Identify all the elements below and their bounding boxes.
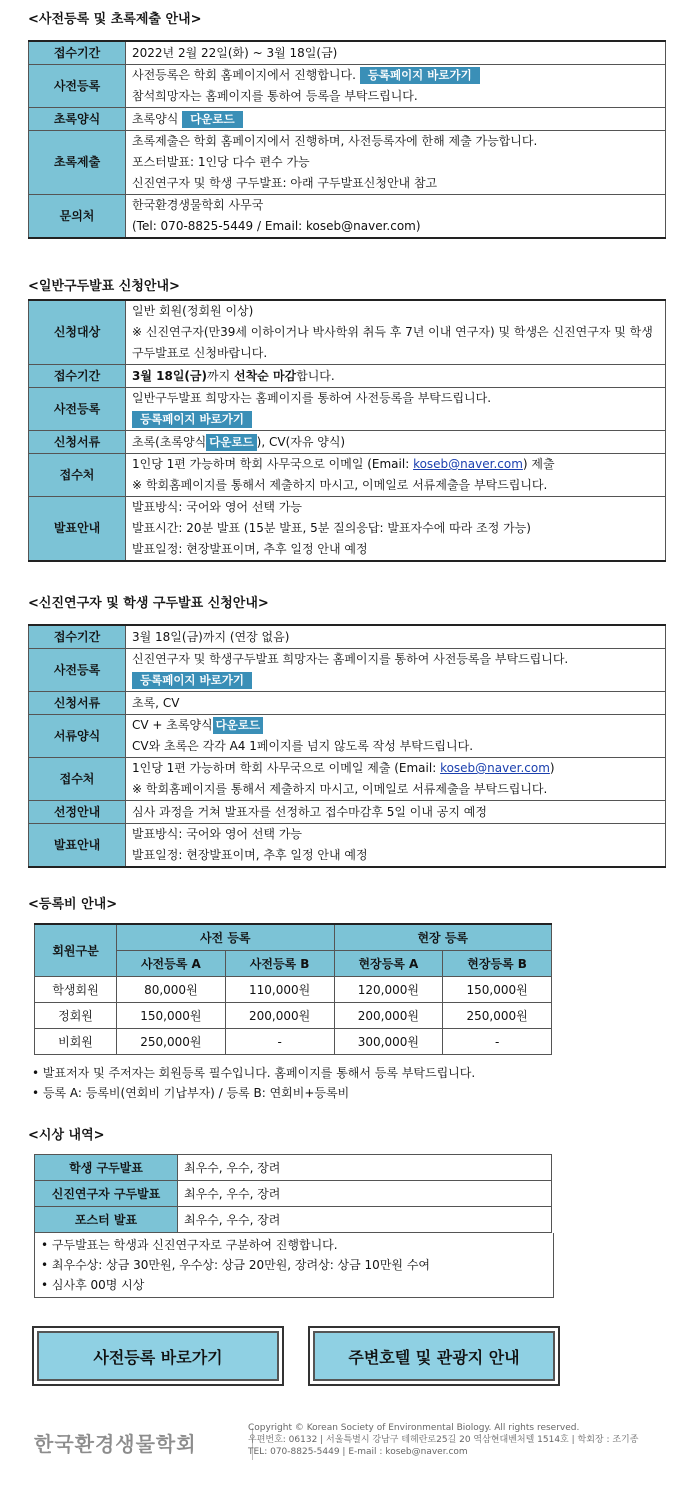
sub-header: 현장등록 B: [443, 951, 552, 977]
section-title: <일반구두발표 신청안내>: [28, 279, 180, 294]
submit-line-2: 포스터발표: 1인당 다수 편수 가능: [132, 155, 310, 169]
section-fee: [28, 895, 666, 1103]
footer-address: 우편번호: 06132 | 서울특별시 강남구 테헤란로25길 20 역삼현대벤처텔 1514호 | 학회장 : 조기종: [248, 1435, 639, 1445]
table-row: [35, 1181, 552, 1207]
recv-post: ): [549, 761, 555, 775]
recv-label: 접수처: [29, 454, 126, 497]
deadline-note: 선착순 마감: [233, 368, 297, 383]
info-table: [28, 624, 666, 868]
prereg-link-button[interactable]: 사전등록 바로가기: [32, 1326, 284, 1386]
prereg-text: 신진연구자 및 학생구두발표 희망자는 홈페이지를 통하여 사전등록을 부탁드립니다.: [132, 652, 569, 666]
pres-label: 발표안내: [29, 497, 126, 562]
target-line-2: ※ 신진연구자(만39세 이하이거나 박사학위 취득 후 7년 이내 연구자) 및 학생은 신진연구자 및 학생 구두발표로 신청바랍니다.: [132, 325, 653, 360]
period-end: 합니다.: [296, 368, 335, 383]
contact-line-1: 한국환경생물학회 사무국: [132, 198, 264, 212]
period-value: 3월 18일(금)까지 (연장 없음): [132, 629, 290, 644]
sub-header: 사전등록 A: [117, 951, 226, 977]
footer: [28, 1420, 668, 1470]
fee-cell: -: [225, 1029, 334, 1055]
prereg-text-2: 참석희망자는 홈페이지를 통하여 등록을 부탁드립니다.: [132, 89, 418, 103]
email-link[interactable]: koseb@naver.com: [413, 457, 523, 471]
fee-cell: 200,000원: [334, 1003, 443, 1029]
section-award: [28, 1126, 666, 1298]
fee-cell: 110,000원: [225, 977, 334, 1003]
pres-line-1: 발표방식: 국어와 영어 선택 가능: [132, 827, 302, 841]
pres-line-3: 발표일정: 현장발표이며, 추후 일정 안내 예정: [132, 542, 368, 556]
download-button[interactable]: 다운로드: [213, 717, 263, 734]
registration-page-button[interactable]: 등록페이지 바로가기: [132, 411, 252, 428]
fee-cell: -: [443, 1029, 552, 1055]
section-title: <등록비 안내>: [28, 897, 118, 912]
contact-label: 문의처: [29, 195, 126, 239]
footer-info: [248, 1422, 638, 1458]
fee-cell: 200,000원: [225, 1003, 334, 1029]
table-row: [35, 1155, 552, 1181]
registration-page-button[interactable]: 등록페이지 바로가기: [360, 67, 480, 84]
recv-pre: 1인당 1편 가능하며 학회 사무국으로 이메일 (Email:: [132, 457, 414, 471]
fee-note-2: • 등록 A: 등록비(연회비 기납부자) / 등록 B: 연회비+등록비: [32, 1086, 350, 1100]
docs-value: 초록, CV: [132, 695, 180, 710]
award-note-2: • 최우수상: 상금 30만원, 우수상: 상금 20만원, 장려상: 상금 10만원 수여: [41, 1258, 430, 1272]
docs-label: 신청서류: [29, 431, 126, 454]
pres-line-2: 발표시간: 20분 발표 (15분 발표, 5분 질의응답: 발표자수에 따라 조정 가능): [132, 521, 531, 535]
table-row: [35, 1207, 552, 1233]
fee-note-1: • 발표저자 및 주저자는 회원등록 필수입니다. 홈페이지를 통해서 등록 부탁드립니다.: [32, 1066, 476, 1080]
period-label: 접수기간: [29, 41, 126, 65]
download-button[interactable]: 다운로드: [206, 434, 256, 451]
award-prizes: 최우수, 우수, 장려: [178, 1155, 552, 1181]
period-label: 접수기간: [29, 365, 126, 388]
recv-line-2: ※ 학회홈페이지를 통해서 제출하지 마시고, 이메일로 서류제출을 부탁드립니다.: [132, 782, 548, 796]
select-label: 선정안내: [29, 801, 126, 824]
award-note-1: • 구두발표는 학생과 신진연구자로 구분하여 진행합니다.: [41, 1238, 338, 1252]
fee-cell: 150,000원: [117, 1003, 226, 1029]
email-link[interactable]: koseb@naver.com: [440, 761, 550, 775]
target-line-1: 일반 회원(정회원 이상): [132, 304, 254, 318]
fee-cell: 250,000원: [443, 1003, 552, 1029]
docs-pre: 초록(초록양식: [132, 434, 207, 449]
form-pre: CV + 초록양식: [132, 718, 213, 732]
period-mid: 까지: [206, 368, 234, 383]
footer-contact: TEL: 070-8825-5449 | E-mail : koseb@naver.com: [248, 1447, 468, 1457]
prereg-label: 사전등록: [29, 649, 126, 692]
table-row: [35, 1029, 552, 1055]
award-notes: [34, 1233, 554, 1298]
download-button[interactable]: 다운로드: [182, 111, 242, 128]
section-title: <신진연구자 및 학생 구두발표 신청안내>: [28, 596, 269, 611]
fee-cell: 120,000원: [334, 977, 443, 1003]
info-table: [28, 40, 666, 239]
contact-line-2: (Tel: 070-8825-5449 / Email: koseb@naver.com): [132, 219, 421, 233]
period-value: 2022년 2월 22일(화) ~ 3월 18일(금): [132, 45, 338, 60]
fee-cell: 300,000원: [334, 1029, 443, 1055]
pres-line-2: 발표일정: 현장발표이며, 추후 일정 안내 예정: [132, 848, 368, 862]
form-label: 초록양식: [29, 108, 126, 131]
prereg-text: 일반구두발표 희망자는 홈페이지를 통하여 사전등록을 부탁드립니다.: [132, 391, 492, 405]
fee-cell: 80,000원: [117, 977, 226, 1003]
prereg-text: 사전등록은 학회 홈페이지에서 진행합니다.: [132, 68, 356, 82]
award-prizes: 최우수, 우수, 장려: [178, 1207, 552, 1233]
award-note-3: • 심사후 00명 시상: [41, 1278, 145, 1292]
sub-header: 현장등록 A: [334, 951, 443, 977]
form-text: 초록양식: [132, 111, 179, 126]
fee-cell: 150,000원: [443, 977, 552, 1003]
select-value: 심사 과정을 거쳐 발표자를 선정하고 접수마감후 5일 이내 공지 예정: [132, 804, 487, 819]
member-type: 정회원: [35, 1003, 117, 1029]
group-prereg: 사전 등록: [117, 924, 335, 951]
section-prereg-abstract: [28, 10, 666, 239]
docs-post: ), CV(자유 양식): [256, 434, 346, 449]
sub-header: 사전등록 B: [225, 951, 334, 977]
form-line-2: CV와 초록은 각각 A4 1페이지를 넘지 않도록 작성 부탁드립니다.: [132, 739, 474, 753]
award-category: 학생 구두발표: [35, 1155, 178, 1181]
award-table: [34, 1154, 552, 1233]
pres-label: 발표안내: [29, 824, 126, 868]
fee-table: [34, 923, 552, 1055]
award-category: 포스터 발표: [35, 1207, 178, 1233]
section-title: <시상 내역>: [28, 1128, 105, 1143]
section-general-oral: [28, 277, 666, 562]
docs-label: 신청서류: [29, 692, 126, 715]
table-row: [35, 977, 552, 1003]
target-label: 신청대상: [29, 300, 126, 365]
section-young-oral: [28, 594, 666, 868]
table-row: [35, 1003, 552, 1029]
prereg-label: 사전등록: [29, 65, 126, 108]
deadline-date: 3월 18일(금): [132, 368, 207, 383]
footer-copyright: Copyright © Korean Society of Environmental Biology. All rights reserved.: [248, 1423, 580, 1433]
submit-line-1: 초록제출은 학회 홈페이지에서 진행하며, 사전등록자에 한해 제출 가능합니다.: [132, 134, 538, 148]
form-label: 서류양식: [29, 715, 126, 758]
section-title: <사전등록 및 초록제출 안내>: [28, 12, 202, 27]
recv-line-2: ※ 학회홈페이지를 통해서 제출하지 마시고, 이메일로 서류제출을 부탁드립니다.: [132, 478, 548, 492]
recv-post: ) 제출: [522, 457, 555, 471]
prereg-label: 사전등록: [29, 388, 126, 431]
pres-line-1: 발표방식: 국어와 영어 선택 가능: [132, 500, 302, 514]
registration-page-button[interactable]: 등록페이지 바로가기: [132, 672, 252, 689]
period-label: 접수기간: [29, 625, 126, 649]
col-member-type: 회원구분: [35, 924, 117, 977]
award-prizes: 최우수, 우수, 장려: [178, 1181, 552, 1207]
award-category: 신진연구자 구두발표: [35, 1181, 178, 1207]
group-onsite: 현장 등록: [334, 924, 552, 951]
fee-cell: 250,000원: [117, 1029, 226, 1055]
hotel-guide-button[interactable]: 주변호텔 및 관광지 안내: [308, 1326, 560, 1386]
member-type: 비회원: [35, 1029, 117, 1055]
recv-label: 접수처: [29, 758, 126, 801]
submit-line-3: 신진연구자 및 학생 구두발표: 아래 구두발표신청안내 참고: [132, 176, 438, 190]
society-logo: 한국환경생물학회: [34, 1432, 197, 1456]
member-type: 학생회원: [35, 977, 117, 1003]
submit-label: 초록제출: [29, 131, 126, 195]
info-table: [28, 299, 666, 562]
recv-pre: 1인당 1편 가능하며 학회 사무국으로 이메일 제출 (Email:: [132, 761, 441, 775]
